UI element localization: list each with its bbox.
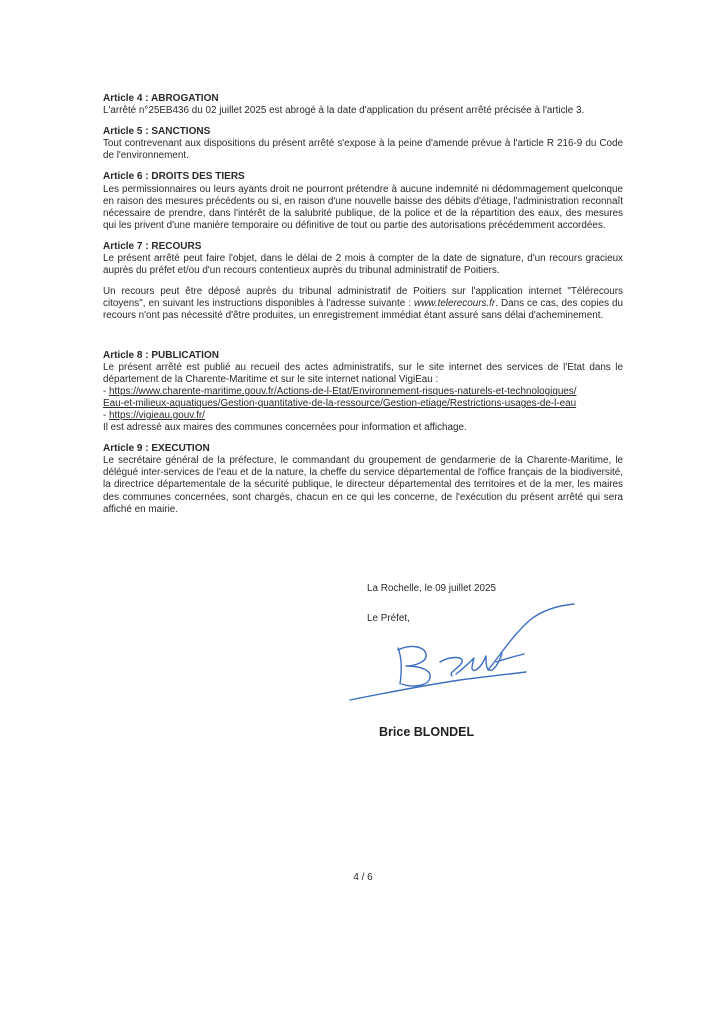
article-4-heading: ABROGATION xyxy=(151,93,219,104)
article-4-label: Article 4 : xyxy=(103,93,149,104)
article-5-label: Article 5 : xyxy=(103,126,149,138)
signer-name: Brice BLONDEL xyxy=(379,725,475,739)
article-6-text: Les permissionnaires ou leurs ayants droit ne pourront prétendre à aucune indemnité ni dédommagement quelconque en raison des mesures précédents ou si, en raison d'une nouvelle baisse des débits d'étiage, l'administration reconnaît nécessaire de prendre, dans l'intérêt de la salubrité publique, de la police et de la répartition des eaux, des mesures qui les privent d'une manière temporaire ou définitive de tout ou partie des autorisations précédemment accordées. xyxy=(103,183,623,231)
article-5-title xyxy=(103,126,623,138)
link-2-bullet: - xyxy=(103,409,110,421)
article-7-title xyxy=(103,241,623,253)
article-9-heading: EXECUTION xyxy=(151,443,210,455)
prefecture-url-link-line-2[interactable]: Eau-et-milieux-aquatiques/Gestion-quantitative-de-la-ressource/Gestion-etiage/Restrictions-usages-de-l-eau xyxy=(103,397,577,409)
article-9 xyxy=(103,443,623,516)
article-7-text-1: Le présent arrêté peut faire l'objet, dans le délai de 2 mois à compter de la date de signature, d'un recours gracieux auprès du préfet et/ou d'un recours contentieux auprès du tribunal administratif de Poitiers. xyxy=(103,253,623,277)
article-8-label: Article 8 : xyxy=(103,349,149,361)
article-4 xyxy=(103,93,623,117)
article-5 xyxy=(103,126,623,162)
publication-link-1 xyxy=(103,386,623,398)
article-7 xyxy=(103,241,623,323)
article-9-title xyxy=(103,443,623,455)
article-6-heading: DROITS DES TIERS xyxy=(151,171,245,183)
publication-link-2 xyxy=(103,410,623,422)
article-6-title xyxy=(103,171,623,183)
article-7-text-2-before: Un recours peut être déposé auprès du tribunal administratif de Poitiers sur l'application internet "Télérecours citoyens", en suivant les instructions disponibles à l'adresse suivante : xyxy=(103,286,623,310)
article-7-text-2 xyxy=(103,286,623,322)
document-body xyxy=(103,93,623,525)
signature-title: Le Préfet, xyxy=(367,613,410,624)
article-7-heading: RECOURS xyxy=(151,240,202,252)
article-9-text: Le secrétaire général de la préfecture, le commandant du groupement de gendarmerie de la Charente-Maritime, le délégué inter-services de l'eau et de la nature, la cheffe du service départemental de l'office français de la biodiversité, la directrice départementale de la sécurité publique, le directeur départemental des territoires et de la mer, les maires des communes concernées, sont chargés, chacun en ce qui les concerne, de l'exécution du présent arrêté qui sera affiché en mairie. xyxy=(103,455,623,515)
link-1-bullet: - xyxy=(103,385,110,397)
article-5-text: Tout contrevenant aux dispositions du présent arrêté s'expose à la peine d'amende prévue à l'article R 216-9 du Code de l'environnement. xyxy=(103,138,623,162)
telerecours-link-text: www.telerecours.fr xyxy=(413,298,496,310)
page-number: 4 / 6 xyxy=(353,872,373,883)
article-5-heading: SANCTIONS xyxy=(151,126,211,138)
signature-date-line: La Rochelle, le 09 juillet 2025 xyxy=(367,583,497,594)
article-7-label: Article 7 : xyxy=(103,240,149,252)
article-8-text: Le présent arrêté est publié au recueil des actes administratifs, sur le site internet des services de l'Etat dans le département de la Charente-Maritime et sur le site internet national VigiEau : xyxy=(103,361,623,385)
article-4-text: L'arrêté n°25EB436 du 02 juillet 2025 est abrogé à la date d'application du présent arrêté précisée à l'article 3. xyxy=(103,105,585,117)
prefecture-url-link-line-1[interactable]: https://www.charente-maritime.gouv.fr/Actions-de-l-Etat/Environnement-risques-naturels-et-technologiques/ xyxy=(109,385,577,397)
article-7-text-2-after: . Dans ce cas, des copies du recours n'ont pas nécessité d'être produites, un enregistrement immédiat étant assuré sans délai d'acheminement. xyxy=(103,298,624,322)
article-8 xyxy=(103,350,623,435)
vigieau-url-link[interactable]: https://vigieau.gouv.fr/ xyxy=(109,409,205,421)
article-6-label: Article 6 : xyxy=(103,171,149,183)
article-9-label: Article 9 : xyxy=(103,443,149,455)
article-8-text-end: Il est adressé aux maires des communes concernées pour information et affichage. xyxy=(103,422,467,434)
article-4-title xyxy=(103,93,623,105)
article-6 xyxy=(103,171,623,231)
article-8-title xyxy=(103,350,623,362)
handwritten-signature xyxy=(340,600,590,710)
article-8-heading: PUBLICATION xyxy=(151,349,219,361)
